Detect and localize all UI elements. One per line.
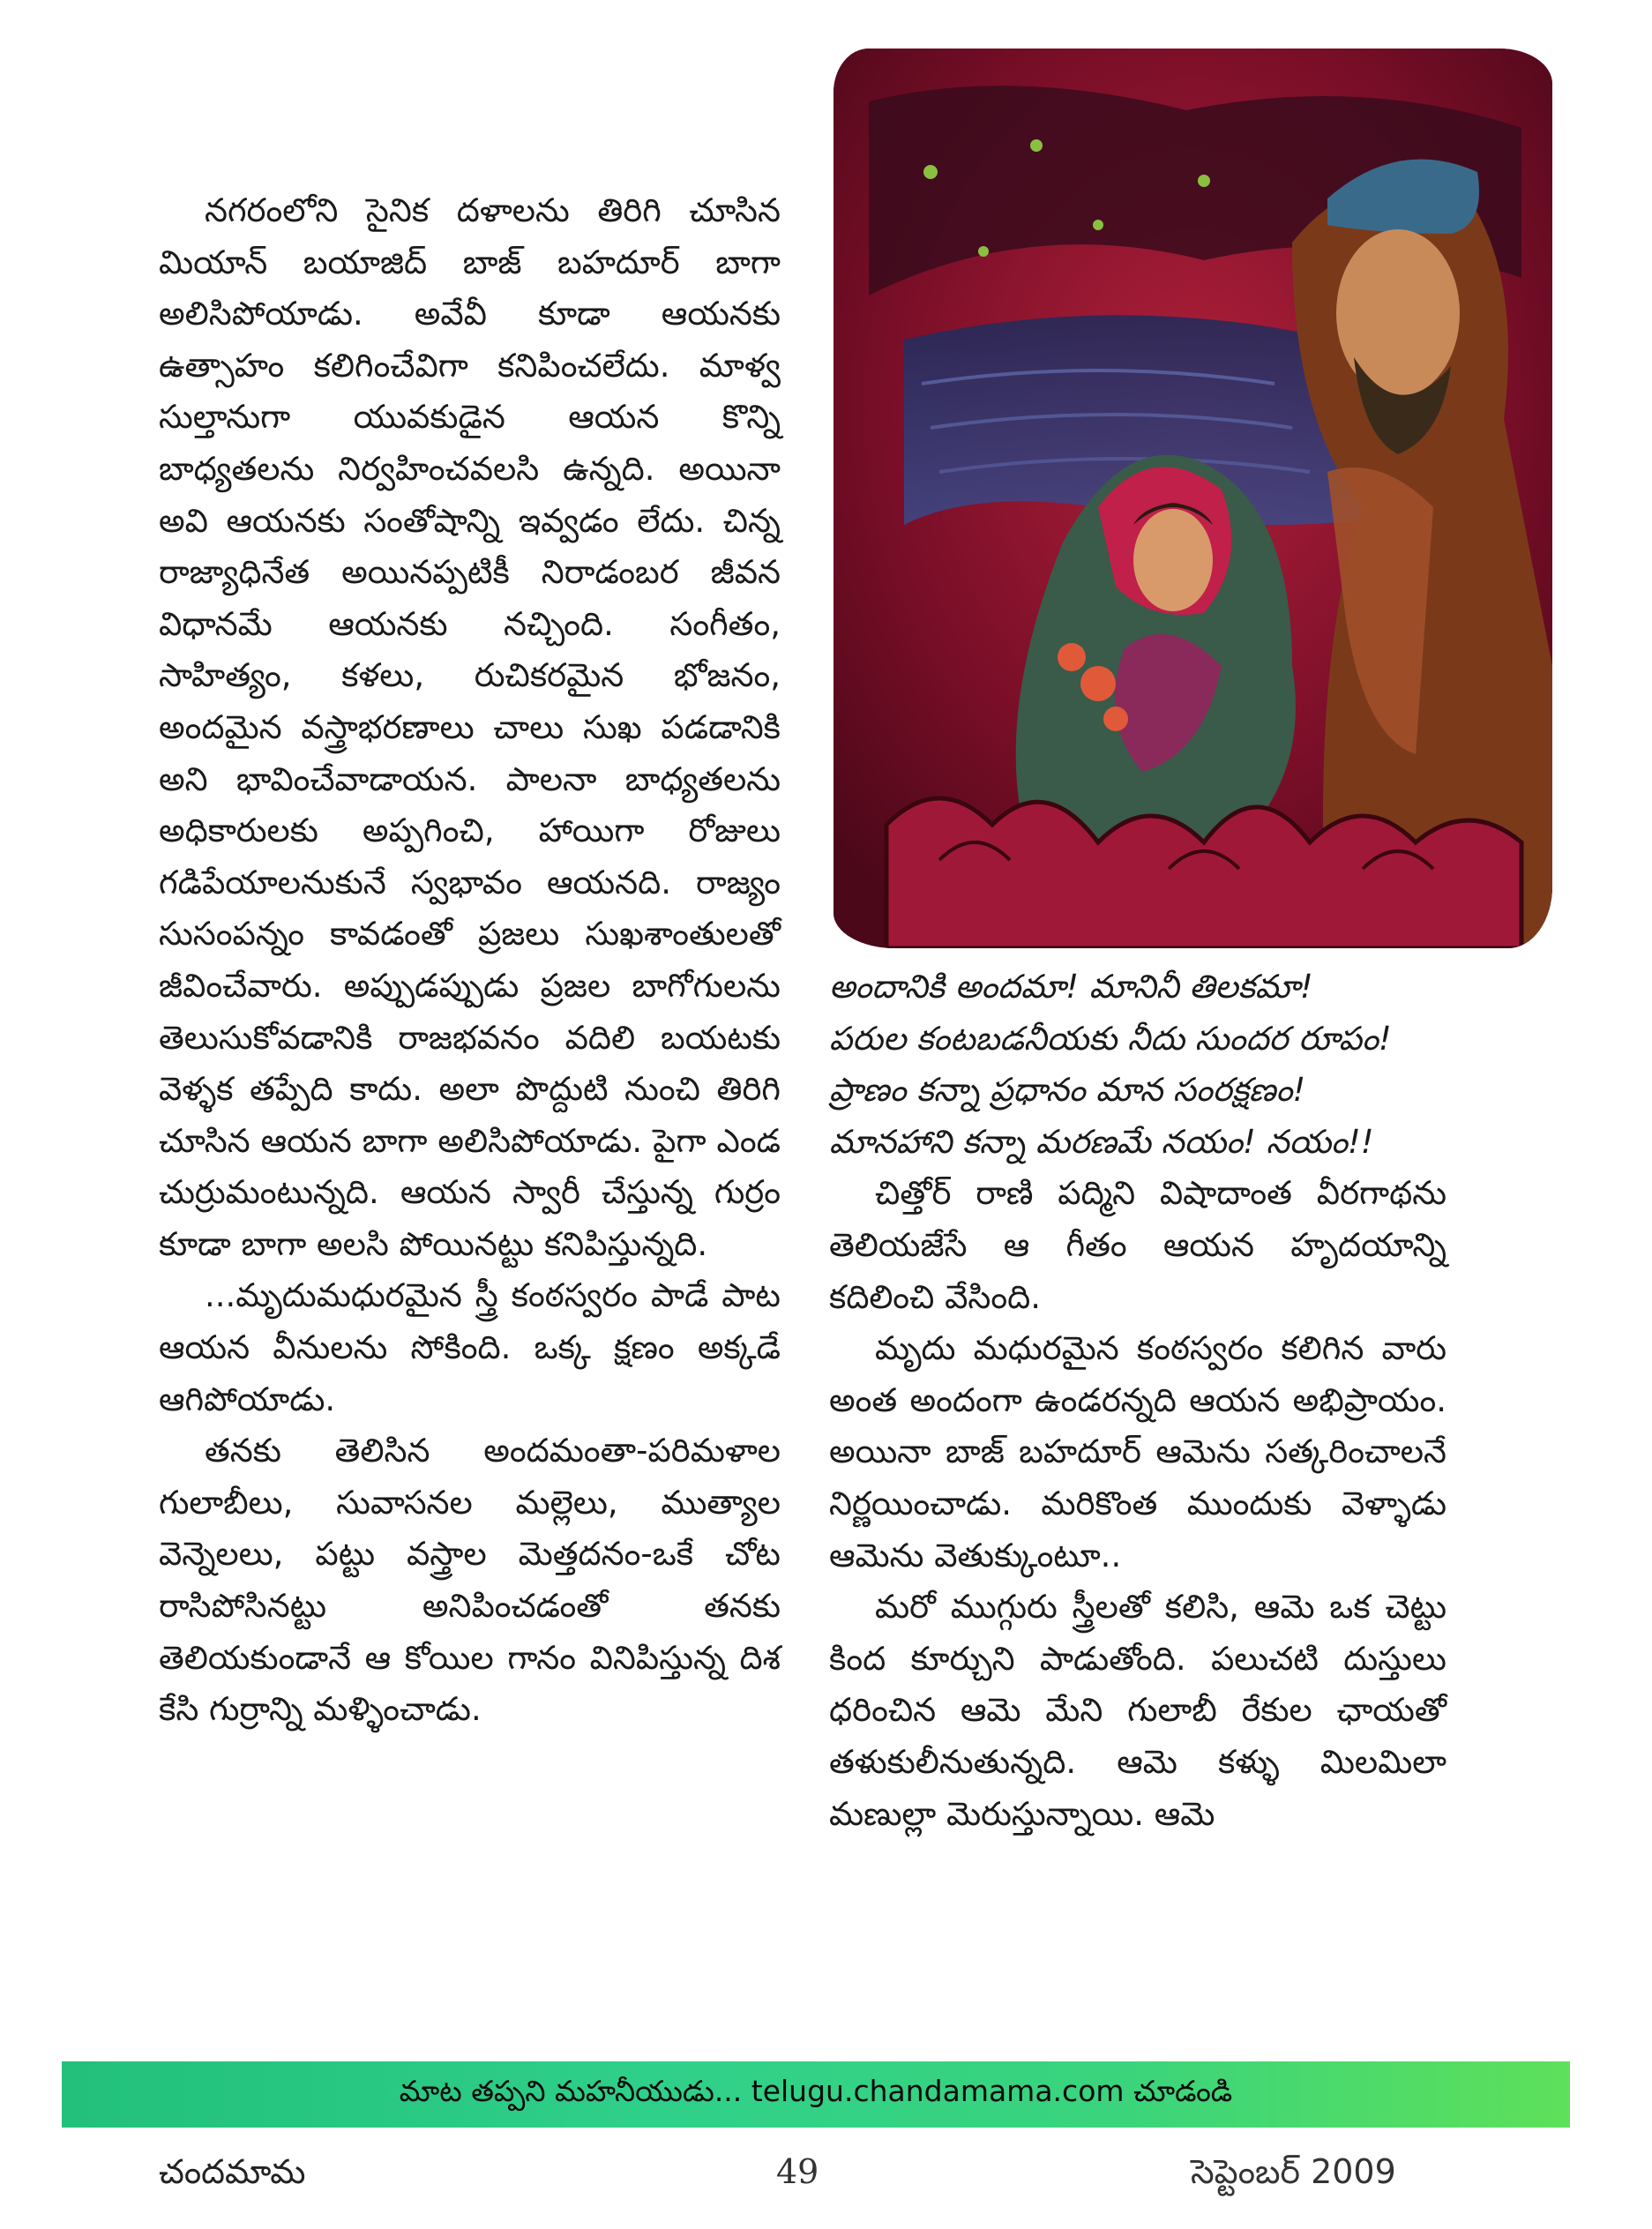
song-verse (829, 961, 1446, 1168)
paragraph: తనకు తెలిసిన అందమంతా-పరిమళాల గులాబీలు, సువాసనల మల్లెలు, ముత్యాల వెన్నెలలు, పట్టు వస్త్రాల మెత్తదనం-ఒకే చోట రాసిపోసినట్టు అనిపించడంతో తనకు తెలియకుండానే ఆ కోయిల గానం వినిపిస్తున్న దిశ కేసి గుర్రాన్ని మళ్ళించాడు. (159, 1432, 781, 1729)
verse-line: అందానికి అందమా! మానినీ తిలకమా! (829, 968, 1313, 1006)
paragraph: మరో ముగ్గురు స్త్రీలతో కలిసి, ఆమె ఒక చెట్టు కింద కూర్చుని పాడుతోంది. పలుచటి దుస్తులు ధరించిన ఆమె మేని గులాబీ రేకుల ఛాయతో తళుకులీనుతున్నది. ఆమె కళ్ళు మిలమిలా మణుల్లా మెరుస్తున్నాయి. ఆమె (829, 1588, 1446, 1833)
paragraph: నగరంలోని సైనిక దళాలను తిరిగి చూసిన మియాన్ బయాజిద్ బాజ్ బహదూర్ బాగా అలిసిపోయాడు. అవేవీ కూడా ఆయనకు ఉత్సాహం కలిగించేవిగా కనిపించలేదు. మాళ్వ సుల్తానుగా యువకుడైన ఆయన కొన్ని బాధ్యతలను నిర్వహించవలసి ఉన్నది. అయినా అవి ఆయనకు సంతోషాన్ని ఇవ్వడం లేదు. చిన్న రాజ్యాధినేత అయినప్పటికీ నిరాడంబర జీవన విధానమే ఆయనకు నచ్చింది. సంగీతం, సాహిత్యం, కళలు, రుచికరమైన భోజనం, అందమైన వస్త్రాభరణాలు చాలు సుఖ పడడానికి అని భావించేవాడాయన. పాలనా బాధ్యతలను అధికారులకు అప్పగించి, హాయిగా రోజులు గడిపేయాలనుకునే స్వభావం ఆయనది. రాజ్యం సుసంపన్నం కావడంతో ప్రజలు సుఖశాంతులతో జీవించేవారు. అప్పుడప్పుడు ప్రజల బాగోగులను తెలుసుకోవడానికి రాజభవనం వదిలి బయటకు వెళ్ళక తప్పేది కాదు. అలా పొద్దుటి నుంచి తిరిగి చూసిన ఆయన బాగా అలిసిపోయాడు. పైగా ఎండ చుర్రుమంటున్నది. ఆయన స్వారీ చేస్తున్న గుర్రం కూడా బాగా అలసి పోయినట్టు కనిపిస్తున్నది. (159, 191, 781, 1263)
verse-line: పరుల కంటబడనీయకు నీదు సుందర రూపం! (829, 1019, 1392, 1058)
paragraph: ...మృదుమధురమైన స్త్రీ కంఠస్వరం పాడే పాట ఆయన వీనులను సోకింది. ఒక్క క్షణం అక్కడే ఆగిపోయాడు. (159, 1276, 781, 1418)
painting-woman-and-man-illustration (833, 49, 1552, 948)
paragraph: మృదు మధురమైన కంఠస్వరం కలిగిన వారు అంత అందంగా ఉండరన్నది ఆయన అభిప్రాయం. అయినా బాజ్ బహదూర్ ఆమెను సత్కరించాలనే నిర్ణయించాడు. మరికొంత ముందుకు వెళ్ళాడు ఆమెను వెతుక్కుంటూ.. (829, 1329, 1446, 1575)
left-column (159, 185, 781, 1736)
issue-date: సెప్టెంబర్ 2009 (1191, 2152, 1396, 2191)
magazine-name: చందమామ (159, 2152, 306, 2191)
promo-banner (62, 2061, 1570, 2128)
story-illustration (833, 49, 1552, 948)
verse-line: మానహాని కన్నా మరణమే నయం! నయం!! (829, 1122, 1374, 1161)
paragraph: చిత్తోర్ రాణి పద్మిని విషాదాంత వీరగాథను తెలియజేసే ఆ గీతం ఆయన హృదయాన్ని కదిలించి వేసింది. (829, 1174, 1446, 1316)
right-column (829, 961, 1446, 1840)
verse-line: ప్రాణం కన్నా ప్రధానం మాన సంరక్షణం! (829, 1071, 1306, 1110)
page-number: 49 (776, 2152, 819, 2191)
promo-banner-text: మాట తప్పని మహనీయుడు... telugu.chandamama.com చూడండి (399, 2074, 1233, 2108)
